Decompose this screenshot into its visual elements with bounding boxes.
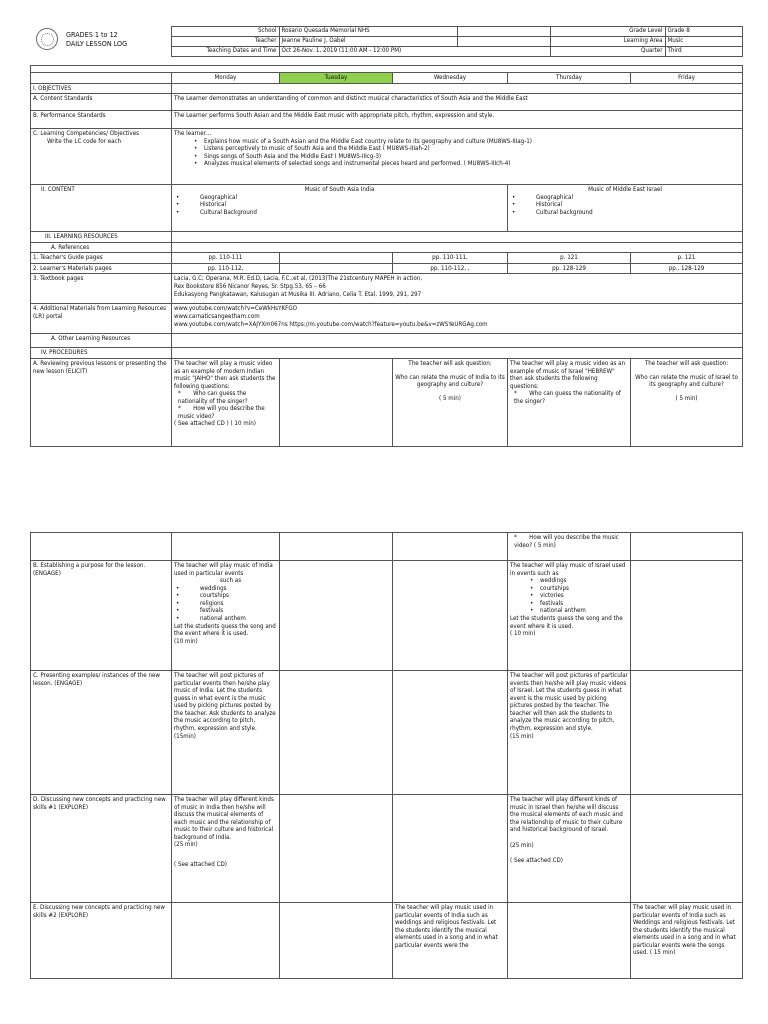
procedures-heading: IV. PROCEDURES (31, 348, 172, 359)
lr-link-2[interactable]: www.carnaticsangeetham.com (174, 312, 260, 320)
grade-level-value: Grade 8 (665, 27, 742, 37)
performance-standards-label: B. Performance Standards (31, 111, 172, 129)
tb-text: Lacia, G.C; Operana, M.R. Ed.D, Lacia, F.C.;et al, (2013)The 21stcentury MAPEH in action, Rex Bookstore 856 Nicanor Reyes, Sr. Stpg.53, 65 – 66 Edukasyong Pangkatawan, Kalusugan at Musika III. Adriano, Celia T. Etal, 1999, 291, 297 (172, 274, 743, 304)
proc-b-monday: The teacher will play music of India used in particular events such as • weddings • courtships • religions • festivals • national anthem Let the students guess the song and the event where it is used. (10 min) (172, 561, 280, 671)
proc-a-thursday: The teacher will play a music video as an example of music of Israel "HEBREW" then ask students the following questions: * Who can guess the nationality of the singer? (508, 358, 631, 446)
list-item: • courtships (530, 585, 628, 593)
list-item: • weddings (530, 577, 628, 585)
proc-a-thursday-cont: * How will you describe the music video? ( 5 min) (508, 533, 631, 561)
teacher-label: Teacher (171, 37, 279, 47)
dates-label: Teaching Dates and Time (171, 47, 279, 57)
proc-c-monday: The teacher will post pictures of particular events then he/she play music of India. Let the students guess in what event is the music used by picking pictures posted by the teacher. Ask students to analyze the music according to pitch, rhythm, expression and style. (15min) (172, 671, 280, 795)
list-item: • Sings songs of South Asia and the Middle East ( MU8WS-IIIcg-3) (194, 153, 740, 161)
list-item: • Listens perceptively to music of South Asia and the Middle East ( MU8WS-IIIah-2) (194, 145, 740, 153)
teacher-value: Jeanne Pauline J. Oabel (279, 37, 457, 47)
other-resources-label: A. Other Learning Resources (31, 334, 172, 348)
proc-d-label: D. Discussing new concepts and practicing new skills #1 (EXPLORE) (31, 795, 172, 903)
log-title (64, 27, 171, 57)
proc-a-friday: The teacher will ask question: Who can relate the music of Israel to its geography and culture? ( 5 min) (631, 358, 743, 446)
day-friday: Friday (631, 73, 743, 84)
lm-tuesday (280, 263, 393, 274)
proc-e-wednesday: The teacher will play music used in particular events of India such as weddings and religious festivals. Let the students identify the musical elements used in a song and in what particular events were the (393, 903, 508, 979)
list-item: • national anthem (174, 615, 277, 623)
list-item: • national anthem (530, 607, 628, 615)
competencies-label: C. Learning Competencies/ Objectives Write the LC code for each (31, 129, 172, 185)
quarter-value: Third (665, 47, 742, 57)
lesson-table (30, 65, 743, 447)
tg-friday: p. 121 (631, 253, 743, 264)
title-grades: GRADES 1 to 12 (66, 29, 118, 39)
performance-standards-text: The Learner performs South Asian and the Middle East music with appropriate pitch, rhythm, expression and style. (172, 111, 743, 129)
proc-d-thursday: The teacher will play different kinds of music in Israel then he/she will discuss the musical elements of each music and the relationship of music to their culture and historical background of Israel. (25 min) ( See attached CD) (508, 795, 631, 903)
list-item: • Explains how music of a South Asian and the Middle East country relate to its geography and culture (MU8WS-IIIag-1) (194, 138, 740, 146)
india-title: Music of South Asia India (304, 186, 375, 194)
proc-e-label: E. Discussing new concepts and practicing new skills #2 (EXPLORE) (31, 903, 172, 979)
lesson-log-page-1 (30, 26, 742, 447)
header-table (30, 26, 743, 57)
israel-title: Music of Middle East Israel (588, 186, 662, 194)
list-item: • victories (530, 592, 628, 600)
list-item: • courtships (174, 592, 277, 600)
lr-links (172, 304, 743, 334)
lesson-table-continued (30, 532, 743, 979)
content-standards-label: A. Content Standards (31, 94, 172, 111)
school-value: Rosario Quesada Memorial NHS (279, 27, 457, 37)
proc-c-label: C. Presenting examples/ instances of the new lesson. (ENGAGE) (31, 671, 172, 795)
deped-seal-icon (36, 28, 58, 50)
title-daily-log: DAILY LESSON LOG (66, 38, 128, 48)
proc-c-thursday: The teacher will post pictures of particular events then he/she will play music videos of Israel. Let the students guess in what event is the music used by picking pictures posted by the teacher. The teacher will then ask the students to analyze the music according to pitch, rhythm, expression and style. (15 min) (508, 671, 631, 795)
proc-a-tuesday (280, 358, 393, 446)
list-item: • festivals (174, 607, 277, 615)
list-item: • Analyzes musical elements of selected songs and instrumental pieces heard and performed. ( MU8WS-IIIch-4) (194, 160, 740, 168)
competencies-text: The learner… • Explains how music of a South Asian and the Middle East country relate to its geography and culture (MU8WS-IIIag-1) • Listens perceptively to music of South Asia and the Middle East ( MU8WS-IIIah-2) • Sings songs of South Asia and the Middle East ( MU8WS-IIIcg-3) • Analyzes musical elements of selected songs and instrumental pieces heard and performed. ( MU8WS-IIIch-4) (172, 129, 743, 185)
proc-e-friday: The teacher will play music used in particular events of India such as Weddings and religious festivals. Let the students identify the musical elements used in a song and in what particular events were the songs used. ( 15 min) (631, 903, 743, 979)
lm-monday: pp. 110-112, (172, 263, 280, 274)
tg-wednesday: pp. 110-111, (393, 253, 508, 264)
lr-label: 4. Additional Materials from Learning Resources (LR) portal (31, 304, 172, 334)
list-item: • festivals (530, 600, 628, 608)
deped-logo (30, 27, 64, 57)
proc-d-monday: The teacher will play different kinds of music in India then he/she will discuss the musical elements of each music and the relationship of music to their culture and historical background of India. (25 min) ( See attached CD) (172, 795, 280, 903)
list-item: • Historical (510, 201, 740, 209)
lr-link-1[interactable]: www.youtube.com/watch?v=CeWkHsYKFGO (174, 305, 298, 313)
proc-a-label: A. Reviewing previous lessons or presenting the new lesson (ELICIT) (31, 358, 172, 446)
learning-area-label: Learning Area (550, 37, 665, 47)
dates-value: Oct 26-Nov. 1, 2019 (11:00 AM - 12:00 PM) (279, 47, 550, 57)
proc-b-label: B. Establishing a purpose for the lesson. (ENGAGE) (31, 561, 172, 671)
day-thursday: Thursday (508, 73, 631, 84)
proc-a-monday: The teacher will play a music video as an example of modern Indian music "JAIHO" then ask students the following questions: * Who can guess the nationality of the singer? * How will you describe the music video? ( See attached CD ) ( 10 min) (172, 358, 280, 446)
tg-thursday: p. 121 (508, 253, 631, 264)
lm-label: 2. Learner's Materials pages (31, 263, 172, 274)
day-wednesday: Wednesday (393, 73, 508, 84)
proc-b-thursday: The teacher will play music of Israel used in events such as • weddings • courtships • victories • festivals • national anthem Let the students guess the song and the event where it is used. ( 10 min) (508, 561, 631, 671)
learning-area-value: Music (665, 37, 742, 47)
objectives-heading: I. OBJECTIVES (31, 83, 172, 94)
lm-thursday: pp. 128-129 (508, 263, 631, 274)
day-monday: Monday (172, 73, 280, 84)
content-label: II. CONTENT (31, 185, 172, 232)
lm-wednesday: pp. 110-112, , (393, 263, 508, 274)
tg-label: 1. Teacher's Guide pages (31, 253, 172, 264)
grade-level-label: Grade Level (550, 27, 665, 37)
competencies-sub: Write the LC code for each (47, 137, 122, 145)
proc-a-wednesday: The teacher will ask question: Who can relate the music of India to its geography and culture? ( 5 min) (393, 358, 508, 446)
tb-label: 3. Textbook pages (31, 274, 172, 304)
list-item: • Historical (174, 201, 505, 209)
tg-tuesday (280, 253, 393, 264)
content-india (172, 185, 508, 232)
day-tuesday: Tuesday (280, 73, 393, 84)
lr-link-3[interactable]: www.youtube.com/watch=XAJYXm067ns https://m.youtube.com/watch?feature=youtu.be&v=zWSYeURGAg.com (174, 320, 488, 328)
content-israel (508, 185, 743, 232)
list-item: • Cultural background (510, 209, 740, 217)
lesson-log-page-2 (30, 532, 742, 979)
lm-friday: pp., 128-129 (631, 263, 743, 274)
tg-monday: pp. 110-111 (172, 253, 280, 264)
references-label: A. References (31, 242, 172, 253)
list-item: • Cultural Background (174, 209, 505, 217)
content-standards-text: The Learner demonstrates an understanding of common and distinct musical characteristics of South Asia and the Middle East (172, 94, 743, 111)
list-item: • Geographical (174, 194, 505, 202)
list-item: • Geographical (510, 194, 740, 202)
list-item: • religions (174, 600, 277, 608)
competencies-list (174, 138, 740, 168)
resources-heading: III. LEARNING RESOURCES (31, 232, 172, 243)
school-label: School (171, 27, 279, 37)
quarter-label: Quarter (550, 47, 665, 57)
list-item: • weddings (174, 585, 277, 593)
